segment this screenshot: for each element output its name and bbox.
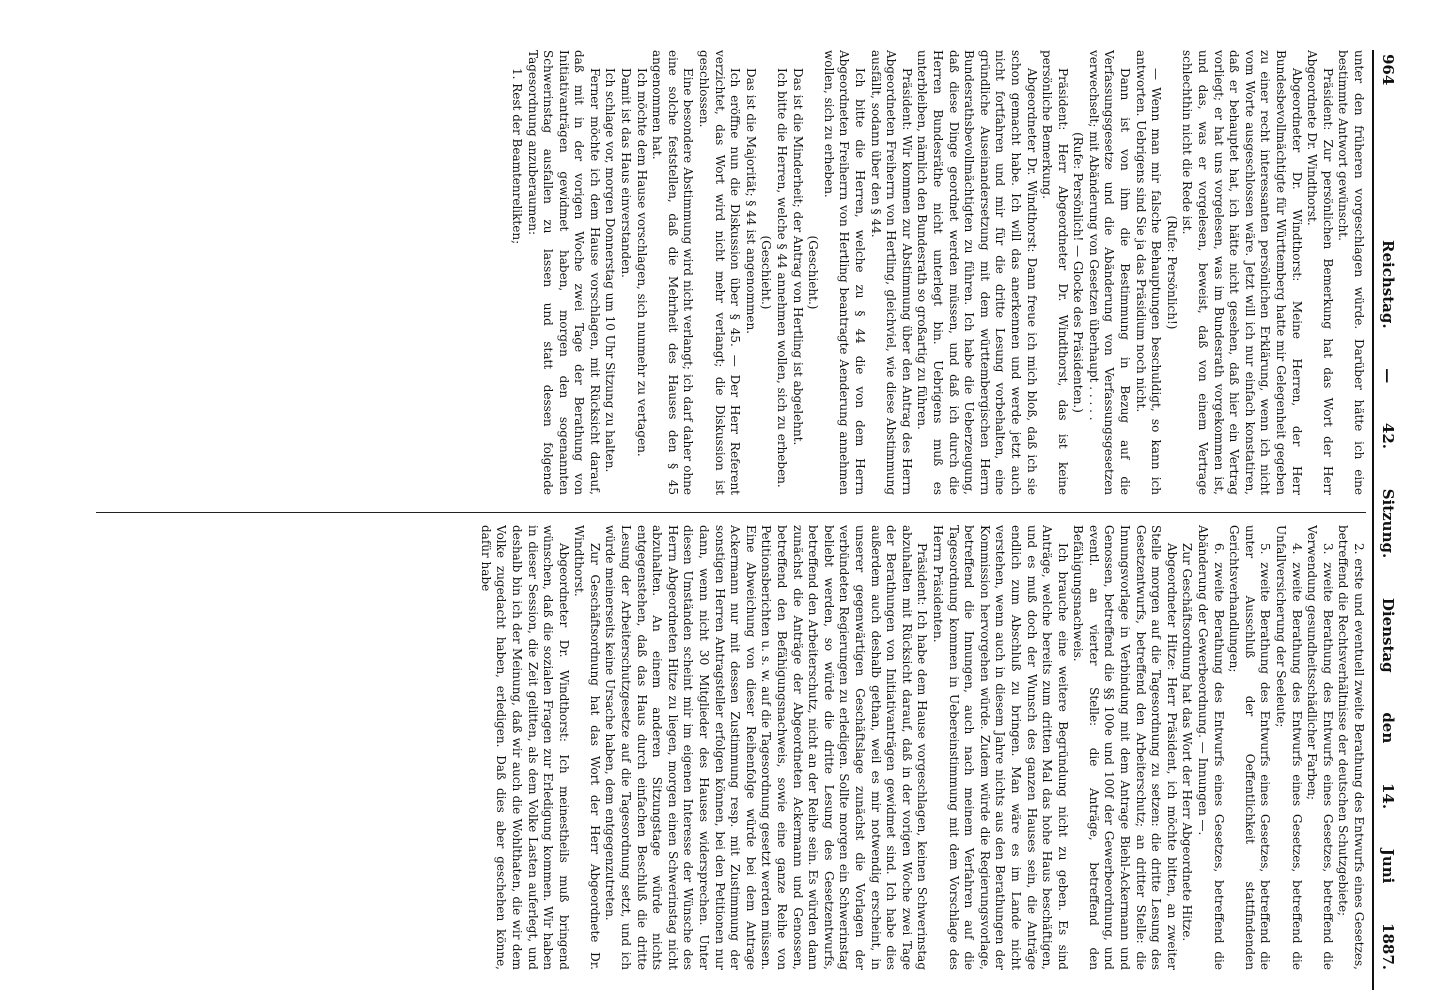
text-paragraph: Präsident: Wir kommen zur Abstimmung über den Antrag des Herrn Abgeordneten Freiherrn von Hertling, gleichviel, wie diese Abstimmung ausfällt, sodann über den § 44. [868, 50, 914, 495]
interjection: (Geschieht.) [806, 235, 821, 310]
page-header [1372, 50, 1400, 990]
list-item: 4. zweite Berathung des Entwurfs eines Gesetzes, betreffend die Unfallversicherung der Seeleute; [1274, 525, 1304, 970]
text-paragraph: Präsident: Ich habe dem Hause vorgeschlagen, keinen Schwerinstag abzuhalten mit Rücksicht darauf, daß in der vorigen Woche zwei Tage der Berathungen von Initiativanträgen gewidmet sind. Ich habe dies außerdem auch deshalb gethan, weil es mir notwendig erscheint, in unserer gegenwärtigen Geschäftslage zunächst die Vorlagen der verbündeten Regierungen zu erledigen. Sollte morgen ein Schwerinstag beliebt werden, so würde die dritte Lesung des Gesetzentwurfs, betreffend den Arbeiterschutz, nicht an der Reihe sein. Es würden dann zunächst die Anträge der Abgeordneten Ackermann und Genossen, betreffend den Befähigungsnachweis, sowie eine ganze Reihe von Petitionsberichten u. s. w. auf die Tagesordnung gesetzt werden müssen. Eine Abweichung von dieser Reihenfolge würde bei dem Antrage Ackermann nur mit dessen Zustimmung resp. mit Zustimmung der sonstigen Herren Antragsteller erfolgen können, bei den Petitionen nur dann, wenn nicht 30 Mitglieder des Hauses widersprechen. Unter diesen Umständen scheint mir im eigenen Interesse der Wünsche des Herrn Abgeordneten Hitze zu liegen, morgen einen Schwerinstag nicht abzuhalten. An einem anderen Sitzungstage würde nichts entgegenstehen, daß das Haus durch einfachen Beschluß die dritte Lesung der Arbeiterschutzgesetze auf die Tagesordnung setzt, und ich würde meinerseits keine Ursache haben, dem entgegenzutreten. [603, 525, 930, 970]
text-paragraph: Zur Geschäftsordnung hat das Wort der Herr Abgeordnete Dr. Windthorst. [572, 525, 602, 970]
column-divider [96, 512, 1366, 513]
list-item: 1. Rest der Beamtenrelikten; [509, 68, 524, 245]
text-paragraph: Dann ist von ihm die Bestimmung in Bezug auf die Verfassungsgesetze und die Abänderung von Verfassungsgesetzen verwechselt; mit Abänderung von Gesetzen überhaupt . . . . . [1086, 50, 1133, 495]
page-number: 964 [1379, 54, 1397, 86]
text-paragraph: Ich möchte dem Hause vorschlagen, sich nunmehr zu vertagen. [634, 68, 649, 457]
rotated-page-content [80, 50, 1400, 990]
text-paragraph: Abgeordneter Dr. Windthorst: Dann freue ich mich bloß, daß ich sie schon gemacht habe. Ich will das anerkennen und werde jetzt auch nicht fortfahren und mir für die dritte Lesung vorbehalten, eine gründliche Auseinandersetzung mit dem württembergischen Herrn Bundesrathsbevollmächtigten zu führen. Ich habe die Ueberzeugung, daß diese Dinge geordnet werden müssen, und daß ich durch die Herren Bundesräthe nicht unterlegt bin. Uebrigens muß es unterbleiben, nämlich den Bundesrath so großartig zu führen. [915, 50, 1039, 495]
text-paragraph: Das ist die Majorität; § 44 ist angenommen. [743, 68, 758, 334]
text-paragraph: Abgeordneter Dr. Windthorst: Ich meinestheils muß bringend wünschen, daß die sozialen Fragen zur Erledigung kommen. Wir haben in dieser Session, die Zeit gelitten, als dem Volke Lasten auferlegt, und deshalb bin ich der Meinung, daß wir auch die Wohlthaten, die wir dem Volke zugedacht haben, erledigen. Daß dies aber geschehen könne, dafür habe [478, 525, 571, 970]
text-paragraph: Das ist die Minderheit; der Antrag von Hertling ist abgelehnt. [790, 68, 805, 446]
text-paragraph: Zur Geschäftsordnung hat das Wort der Herr Abgeordnete Hitze. [1180, 543, 1195, 942]
list-item: 3. zweite Berathung des Entwurfs eines Gesetzes, betreffend die Verwendung gesundheitsschädlicher Farben; [1305, 525, 1335, 970]
text-paragraph: Ich eröffne nun die Diskussion über § 45. — Der Herr Referent verzichtet, das Wort wird nicht mehr verlangt; die Diskussion ist geschlossen. [697, 50, 743, 495]
text-paragraph: Ich brauche eine weitere Begründung nicht zu geben. Es sind Anträge, welche bereits zum dritten Mal das hohe Haus beschäftigen, und es muß doch der Wunsch des ganzen Hauses sein, die Anträge endlich zum Abschluß zu bringen. Man wäre es im Lande nicht verstehen, wenn auch in diesem Jahre nichts aus den Berathungen der Kommission hervorgehen würde. Zudem würde die Regierungsvorlage, betreffend die Innungen, auch nach meinem Verfahren auf die Tagesordnung kommen in Uebereinstimmung mit dem Vorschlage des Herrn Präsidenten. [930, 525, 1070, 970]
text-paragraph: Präsident: Zur persönlichen Bemerkung hat das Wort der Herr Abgeordnete Dr. Windthorst. [1305, 50, 1335, 495]
interjection: (Rufe: Persönlich!) [1164, 215, 1179, 330]
list-item: 5. zweite Berathung des Entwurfs eines Gesetzes, betreffend die unter Ausschluß der Oeffentlichkeit stattfindenden Gerichtsverhandlungen; [1227, 525, 1273, 970]
text-paragraph: Ferner möchte ich dem Hause vorschlagen, mit Rücksicht darauf, daß mit in der vorigen Woche zwei Tage der Berathung von Initiativanträgen gewidmet haben, morgen den sogenannten Schwerinstag ausfallen zu lassen und statt dessen folgende Tagesordnung anzuberaumen: [525, 50, 602, 495]
text-paragraph: Ich bitte die Herren, welche § 44 annehmen wollen, sich zu erheben. [775, 68, 790, 488]
text-paragraph: unter den früheren vorgeschlagen würde. Darüber hätte ich eine bestimmte Antwort gewünscht. [1336, 50, 1366, 495]
text-paragraph: Eine besondere Abstimmung wird nicht verlangt; ich darf daher ohne eine solche feststellen, daß die Mehrheit des Hauses den § 45 angenommen hat. [650, 50, 696, 495]
list-item: 2. erste und eventuell zweite Berathung des Entwurfs eines Gesetzes, betreffend die Rechtsverhältnisse der deutschen Schutzgebiete; [1336, 525, 1366, 970]
text-paragraph: Abgeordneter Dr. Windthorst: Meine Herren, der Herr Bundesbevollmächtigte für Württemberg hatte mir Gelegenheit gegeben zu einer recht interessanten persönlichen Erklärung, wenn ich nicht vom Worte ausgeschlossen wäre. Jetzt will ich nur einfach konstatiren, daß er behauptet hat, ich hätte nicht gesehen, daß hier ein Vertrag vorliegt; er hat uns vorgelesen, was im Bundesrath vorgekommen ist, und das, was er vorgelesen, beweist, daß von einem Vertrage schlechthin nicht die Rede ist. [1180, 50, 1304, 495]
running-head: Reichstag. — 42. Sitzung. Dienstag den 14. Juni 1887. [1379, 240, 1397, 970]
text-paragraph: Damit ist das Haus einverstanden. [619, 68, 634, 278]
text-paragraph: — Wenn man mir falsche Behauptungen beschuldigt, so kann ich antworten. Uebrigens sind Sie ja das Präsidium noch nicht. [1133, 50, 1164, 495]
text-paragraph: Präsident: Herr Abgeordneter Dr. Windthorst, das ist keine persönliche Bemerkung. [1040, 50, 1070, 495]
right-column [86, 525, 1366, 970]
left-column [86, 50, 1366, 495]
text-paragraph: Ich schlage vor, morgen Donnerstag um 10 Uhr Sitzung zu halten. [603, 68, 618, 473]
text-paragraph: Abgeordneter Hitze: Herr Präsident, ich möchte bitten, an zweiter Stelle morgen auf die Tagesordnung zu setzen: die dritte Lesung des Gesetzentwurfs, betreffend den Arbeiterschutz; an dritter Stelle: die Innungsvorlage in Verbindung mit dem Antrage Biehl-Ackermann und Genossen, betreffend die §§ 100e und 100f der Gewerbeordnung, und eventl. an vierter Stelle: die Anträge, betreffend den Befähigungsnachweis. [1071, 525, 1179, 970]
footer-strip [0, 590, 22, 1000]
list-item: 6. zweite Berathung des Entwurfs eines Gesetzes, betreffend die Abänderung der Gewerbeordnung. — Innungen —. [1196, 525, 1226, 970]
interjection: (Rufe: Persönlich! — Glocke des Präsidenten.) [1071, 132, 1086, 413]
interjection: (Geschieht.) [759, 235, 774, 310]
text-paragraph: Ich bitte die Herren, welche zu § 44 die von dem Herrn Abgeordneten Freiherrn von Hertling beantragte Aenderung annehmen wollen, sich zu erheben. [821, 50, 867, 495]
